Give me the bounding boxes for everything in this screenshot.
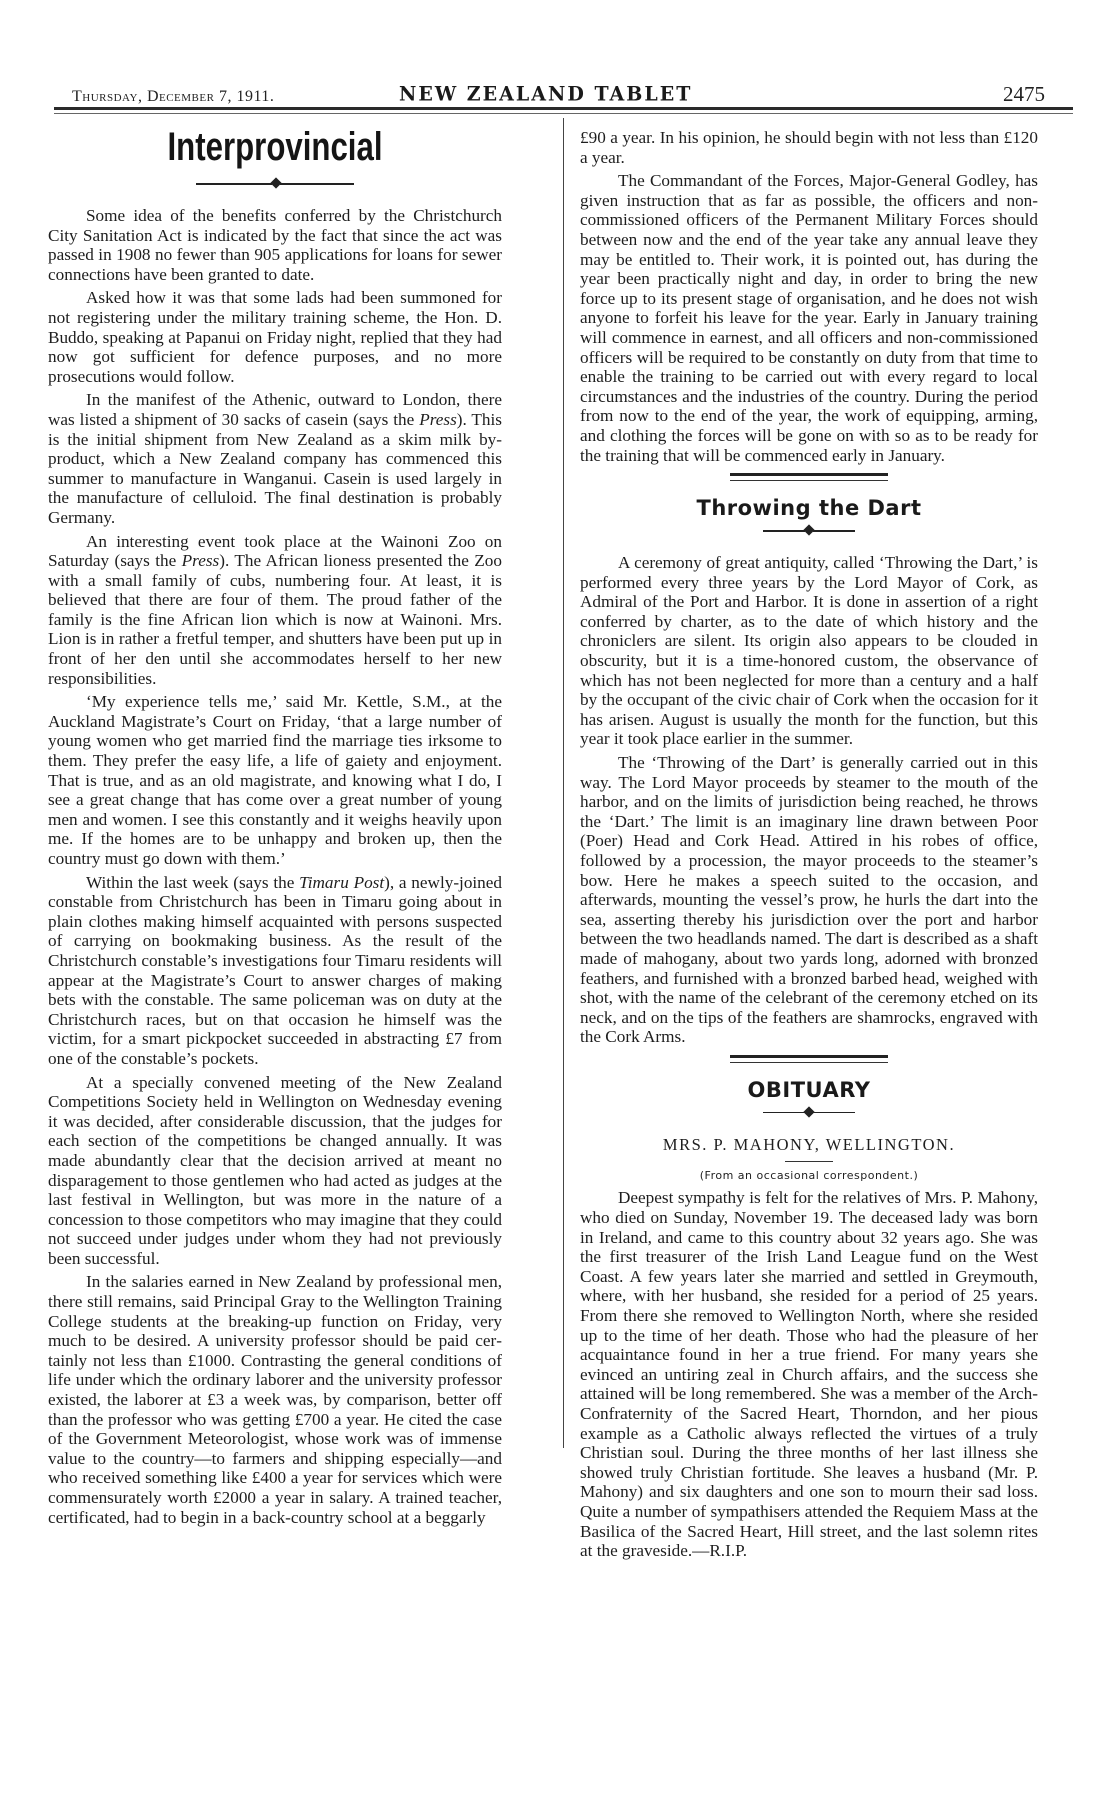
section-title-interprovincial: Interprovincial — [167, 125, 383, 169]
article-paragraph: ‘My experience tells me,’ said Mr. Kettle, S.M., at the Auckland Magistrate’s Court on Friday, ‘that a large number of young women who get married find the marriage ties irksome to them. They prefer the easy life, a life of gaiety and enjoyment. That is true, and as an old magistrate, and knowing what I do, I see a great change that has come over a great number of young men and women. I see this constantly and it weighs heavily upon me. If the homes are to be unhappy and broken up, then the country must go down with them.’ — [48, 692, 502, 868]
section-separator — [730, 473, 888, 481]
ornament-divider — [763, 1105, 855, 1121]
section-title-obituary: OBITUARY — [747, 1077, 871, 1102]
section-title-dart: Throwing the Dart — [696, 496, 922, 521]
column-divider — [563, 118, 564, 1448]
left-column — [48, 122, 502, 1531]
obituary-byline: (From an occasional correspondent.) — [699, 1169, 919, 1183]
article-paragraph: At a specially convened meeting of the New Zealand Competitions Society held in Wellington on Wednesday evening it was decided, after considerable discussion, that the judges for each section of the competitions be changed annually. It was made abundantly clear that the decision arrived at meant no disparagement to those gentlemen who had acted as judges at the last festival in Wellington, but was more in the nature of a concession to those competitors who may imagine that they could not succeed under judges under whom they had not previously been successful. — [48, 1072, 502, 1268]
article-paragraph: The Commandant of the Forces, Major-General Godley, has given instruction that as far as possible, the officers and non-commissioned officers of the Permanent Military Forces should between now and the end of the year take any annual leave they may be entitled to. Their work, it is pointed out, has during the year been practically night and day, in order to bring the new force up to its present stage of organisation, and he does not wish anyone to forfeit his leave for the year. Early in January training will commence in earnest, and all officers and non-commissioned officers will be required to be constantly on duty from that time to enable the training to be carried out with every regard to local circumstances and the industries of the country. During the period from now to the end of the year, the work of equipping, arming, and clothing the forces will be gone on with so as to be ready for the training that will be commenced early in January. — [580, 171, 1038, 465]
header-rule-thin — [54, 113, 1073, 114]
article-paragraph: In the salaries earned in New Zealand by professional men, there still remains, said Principal Gray to the Wellington Training College students at the breaking-up function on Friday, very much to be desired. A university professor should be paid certainly not less than £1000. Contrasting the general conditions of life under which the ordinary laborer and the university professor existed, the laborer at £3 a week was, by comparison, better off than the professor who was getting £700 a year. He cited the case of the Government Meteorologist, whose work was of immense value to the country—to farmers and shipping especially—and who received something like £400 a year for services which were commensurately worth £2000 a year in salary. A trained teacher, certificated, had to begin in a back-country school at a beggarly — [48, 1272, 502, 1527]
article-paragraph: An interesting event took place at the Wainoni Zoo on Saturday (says the Press). The African lioness presented the Zoo with a small family of cubs, numbering four. At least, it is believed that there are four of them. The proud father of the family is the fine African lion which is now at Wainoni. Mrs. Lion is in rather a fretful temper, and shutters have been put up in front of her den until she accommodates herself to her new responsibilities. — [48, 531, 502, 688]
short-rule — [785, 1161, 833, 1163]
ornament-divider — [196, 176, 354, 192]
masthead: NEW ZEALAND TABLET — [399, 82, 693, 106]
ornament-divider — [763, 523, 855, 539]
obituary-subject: MRS. P. MAHONY, WELLINGTON. — [662, 1134, 956, 1154]
article-paragraph-continued: £90 a year. In his opinion, he should begin with not less than £120 a year. — [580, 128, 1038, 167]
page-number: 2475 — [1003, 82, 1045, 106]
article-paragraph: Asked how it was that some lads had been summoned for not registering under the military training scheme, the Hon. D. Buddo, speaking at Papanui on Friday night, replied that they had now got sufficient for defence purposes, and no more prosecutions would follow. — [48, 288, 502, 386]
article-paragraph: The ‘Throwing of the Dart’ is generally carried out in this way. The Lord Mayor proceeds by steamer to the mouth of the harbor, and on the limits of jurisdiction being reached, he throws the ‘Dart.’ The limit is an imaginary line drawn between Poor (Poer) Head and Cork Head. Attired in his robes of office, followed by a procession, the mayor proceeds to the steamer’s bow. Here he makes a speech suited to the occasion, and afterwards, mounting the vessel’s prow, he hurls the dart into the sea, asserting thereby his jurisdiction over the port and harbor between the two headlands named. The dart is described as a shaft made of mahogany, about two yards long, adorned with bronzed feathers, and furnished with a bronzed barbed head, weighed with shot, with the name of the celebrant of the ceremony etched on its neck, and on the tips of the feathers are shamrocks, engraved with the Cork Arms. — [580, 753, 1038, 1047]
running-head — [54, 82, 1073, 108]
issue-date: Thursday, December 7, 1911. — [72, 88, 275, 105]
article-paragraph: In the manifest of the Athenic, outward to London, there was listed a shipment of 30 sacks of casein (says the Press). This is the initial shipment from New Zealand as a skim milk by-product, which a New Zealand company has commenced this summer to manufacture in Wanganui. Casein is used largely in the manufacture of celluloid. The final destination is probably Germany. — [48, 390, 502, 527]
right-column — [580, 128, 1038, 1565]
article-paragraph: Some idea of the benefits conferred by the Christchurch City Sanitation Act is indicated by the fact that since the act was passed in 1908 no fewer than 905 applications for loans for sewer connections have been granted to date. — [48, 206, 502, 284]
article-paragraph: Within the last week (says the Timaru Post), a newly-joined constable from Christchurch has been in Timaru going about in plain clothes making himself acquainted with persons suspected of carrying on bookmaking business. As the result of the Christchurch constable’s investigations four Timaru residents will appear at the Magistrate’s Court to answer charges of making bets with the constable. The same policeman was on duty at the Christchurch races, but on that occasion he himself was the victim, for a smart pickpocket succeeded in abstracting £7 from one of the constable’s pockets. — [48, 872, 502, 1068]
article-paragraph: A ceremony of great antiquity, called ‘Throwing the Dart,’ is performed every three years by the Lord Mayor of Cork, as Admiral of the Port and Harbor. It is done in assertion of a right conferred by charter, as to the date of which history and the chroniclers are silent. Its origin also appears to be clouded in obscurity, but it is a time-honored custom, the observance of which has not been neglected for more than a century and a half by the occupant of the civic chair of Cork when the occasion for it has arisen. August is usually the month for the function, but this year it took place earlier in the summer. — [580, 553, 1038, 749]
section-separator — [730, 1055, 888, 1063]
header-rule — [54, 107, 1073, 110]
article-paragraph: Deepest sympathy is felt for the relatives of Mrs. P. Mahony, who died on Sunday, November 19. The deceased lady was born in Ireland, and came to this country about 32 years ago. She was the first treasurer of the Irish Land League fund on the West Coast. A few years later she married and settled in Greymouth, where, with her husband, she resided for a period of 25 years. From there she removed to Wellington North, where she resided up to the time of her death. Those who had the pleasure of her acquaintance found in her a true friend. For many years she evinced an untiring zeal in Church affairs, and the success she attained will be long remembered. She was a member of the Arch-Confraternity of the Sacred Heart, Thorndon, and her pious example as a Catholic always reflected the virtues of a truly Christian soul. During the three months of her last illness she showed truly Christian fortitude. She leaves a husband (Mr. P. Mahony) and six daughters and one son to mourn their sad loss. Quite a number of sympathisers attended the Requiem Mass at the Basilica of the Sacred Heart, Hill street, and the last solemn rites at the graveside.—R.I.P. — [580, 1188, 1038, 1561]
